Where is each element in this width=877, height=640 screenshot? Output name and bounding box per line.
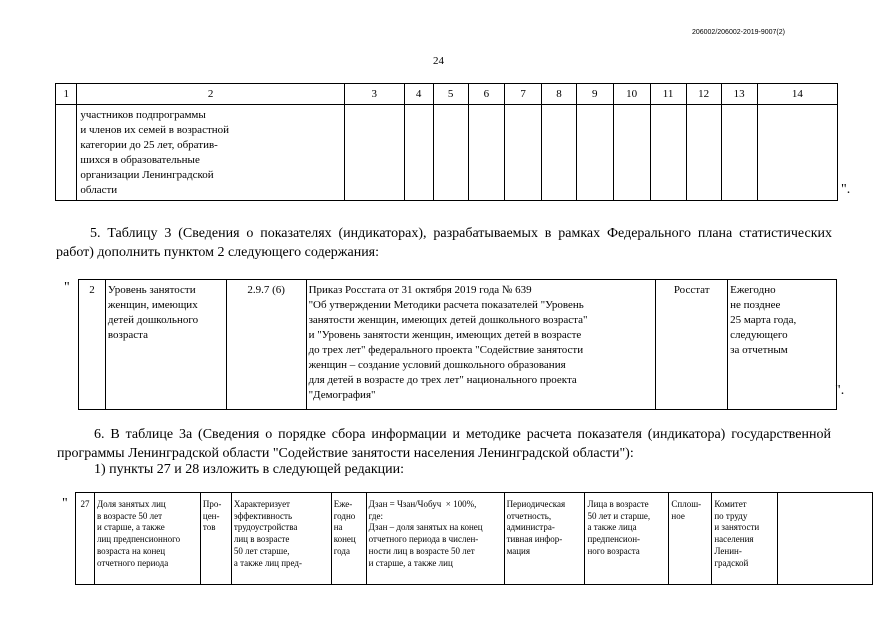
paragraph-6-item: 1) пункты 27 и 28 изложить в следующей редакции:: [94, 462, 405, 477]
table-cell: Сплош- ное: [669, 493, 712, 585]
closing-quote: ".: [835, 383, 845, 398]
table-cell: Про- цен- тов: [200, 493, 231, 585]
indicator-code: 2.9.7 (6): [226, 280, 306, 410]
column-number: 10: [613, 84, 650, 105]
row-number: 27: [76, 493, 95, 585]
column-number: 3: [344, 84, 404, 105]
closing-quote: ".: [841, 182, 851, 197]
column-number: 6: [468, 84, 505, 105]
indicator-name: Уровень занятости женщин, имеющих детей дошкольного возраста: [105, 280, 226, 410]
table-row: [79, 280, 837, 410]
page-number: 24: [433, 55, 444, 67]
table-cell: Лица в возрасте 50 лет и старше, а также лица предпенсион- ного возраста: [585, 493, 669, 585]
paragraph-6: 6. В таблице 3а (Сведения о порядке сбора информации и методике расчета показателя (индикатора) государственной программы Ленинградской области "Содействие занятости населения Ленинградской области"):: [57, 427, 831, 461]
opening-quote: ": [62, 496, 68, 511]
table-methodology-row: [75, 492, 873, 585]
column-number: 9: [576, 84, 613, 105]
column-number-row: [56, 84, 838, 105]
row-number: 2: [79, 280, 106, 410]
column-number: 14: [757, 84, 837, 105]
table-row: [76, 493, 873, 585]
table-cell: Дзан = Чзан/Чобуч × 100%, где: Дзан – доля занятых на конец отчетного периода в числен- ности лиц в возрасте 50 лет и старше, а также лиц: [366, 493, 504, 585]
column-number: 7: [505, 84, 542, 105]
table-cell: Периодическая отчетность, администра- тивная инфор- мация: [504, 493, 585, 585]
column-number: 4: [404, 84, 433, 105]
table-indicator-row: [78, 279, 837, 410]
paragraph-5: 5. Таблицу 3 (Сведения о показателях (индикаторах), разрабатываемых в рамках Федерального плана статистических работ) дополнить пунктом 2 следующего содержания:: [56, 226, 832, 260]
document-number: 206002/206002-2019-9007(2): [691, 29, 785, 36]
order-reference: Приказ Росстата от 31 октября 2019 года № 639 "Об утверждении Методики расчета показателей "Уровень занятости женщин, имеющих детей дошкольного возраста" и "Уровень занятости женщин, имеющих детей в возрасте до трех лет" федерального проекта "Содействие занятости женщин – создание условий дошкольного образования для детей в возрасте до трех лет" национального проекта "Демография": [306, 280, 656, 410]
column-number: 8: [542, 84, 577, 105]
column-number: 2: [77, 84, 344, 105]
table-cell-text: участников подпрограммы и членов их семей в возрастной категории до 25 лет, обратив- шихся в образовательные организации Ленинградской области: [80, 109, 230, 196]
opening-quote: ": [64, 280, 70, 295]
column-number: 13: [721, 84, 757, 105]
column-number: 5: [433, 84, 468, 105]
frequency: Ежегодно не позднее 25 марта года, следующего за отчетным: [728, 280, 837, 410]
table-cell: Комитет по труду и занятости населения Ленин- градской: [712, 493, 778, 585]
column-number: 1: [56, 84, 77, 105]
table-cell: Еже- годно на конец года: [331, 493, 366, 585]
column-number: 11: [650, 84, 686, 105]
table-cell: Характеризует эффективность трудоустройства лиц в возрасте 50 лет старше, а также лиц пред-: [231, 493, 331, 585]
column-number: 12: [686, 84, 721, 105]
table-continuation: [55, 83, 838, 201]
table-row: [56, 105, 838, 201]
table-cell: [778, 493, 873, 585]
data-source: Росстат: [656, 280, 728, 410]
table-cell: Доля занятых лиц в возрасте 50 лет и старше, а также лиц предпенсионного возраста на конец отчетного периода: [94, 493, 200, 585]
